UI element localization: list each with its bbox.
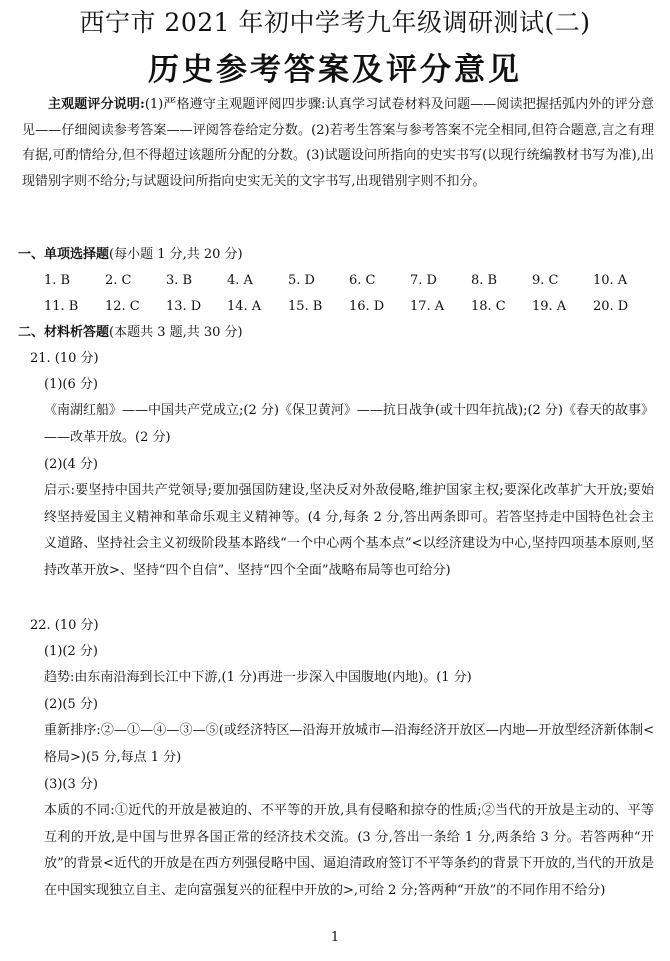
question-22-part-1-answer: 趋势:由东南沿海到长江中下游,(1 分)再进一步深入中国腹地(内地)。(1 分) xyxy=(44,670,472,685)
answer-item: 17. A xyxy=(410,299,445,314)
answer-item: 2. C xyxy=(105,273,132,288)
section-2-heading xyxy=(18,321,243,345)
answer-item: 6. C xyxy=(349,273,376,288)
question-22-part-3-label: (3)(3 分) xyxy=(44,777,98,792)
answer-item: 7. D xyxy=(410,273,437,288)
answer-item: 5. D xyxy=(288,273,315,288)
section-1-title: 一、单项选择题 xyxy=(18,247,110,262)
scoring-instructions xyxy=(22,92,654,194)
document-subtitle: 历史参考答案及评分意见 xyxy=(148,52,522,88)
section-1-heading xyxy=(18,243,243,267)
answer-item: 11. B xyxy=(44,299,79,314)
question-22-part-2-label: (2)(5 分) xyxy=(44,697,98,712)
question-21-part-1-answer: 《南湖红船》——中国共产党成立;(2 分)《保卫黄河》——抗日战争(或十四年抗战);(2 分)《春天的故事》——改革开放。(2 分) xyxy=(44,403,654,445)
page-number: 1 xyxy=(330,930,340,945)
answer-item: 3. B xyxy=(166,273,193,288)
question-22-part-2-answer: 重新排序:②—①—④—③—⑤(或经济特区—沿海开放城市—沿海经济开放区—内地—开放型经济新体制<格局>)(5 分,每点 1 分) xyxy=(44,723,654,765)
answer-item: 10. A xyxy=(593,273,628,288)
answer-item: 8. B xyxy=(471,273,498,288)
section-2-note: (本题共 3 题,共 30 分) xyxy=(109,325,243,340)
answer-item: 15. B xyxy=(288,299,323,314)
answer-item: 4. A xyxy=(227,273,253,288)
section-2-title: 二、材料析答题 xyxy=(18,325,110,340)
question-21-part-1-label: (1)(6 分) xyxy=(44,377,98,392)
scoring-instructions-label: 主观题评分说明: xyxy=(48,97,145,112)
question-21-part-2-label: (2)(4 分) xyxy=(44,457,98,472)
answer-item: 1. B xyxy=(44,273,71,288)
scoring-instructions-text: (1)严格遵守主观题评阅四步骤:认真学习试卷材料及问题——阅读把握括弧内外的评分意见——仔细阅读参考答案——评阅答卷给定分数。(2)若考生答案与参考答案不完全相同,但符合题意,言之有理有据,可酌情给分,但不得超过该题所分配的分数。(3)试题设问所指向的史实书写(以现行统编教材书写为准),出现错别字则不给分;与试题设问所指向史实无关的文字书写,出现错别字则不扣分。 xyxy=(22,97,654,189)
question-22-part-1-label: (1)(2 分) xyxy=(44,644,98,659)
answer-item: 12. C xyxy=(105,299,140,314)
answer-item: 20. D xyxy=(593,299,629,314)
answer-item: 19. A xyxy=(532,299,567,314)
section-1-note: (每小题 1 分,共 20 分) xyxy=(109,247,243,262)
question-21-part-2-answer: 启示:要坚持中国共产党领导;要加强国防建设,坚决反对外敌侵略,维护国家主权;要深化改革扩大开放;要始终坚持爱国主义精神和革命乐观主义精神等。(4 分,每条 2 分,答出两条即可。若答坚持走中国特色社会主义道路、坚持社会主义初级阶段基本路线“一个中心两个基本点”<以经济建设为中心,坚持四项基本原则,坚持改革开放>、坚持“四个自信”、坚持“四个全面”战略布局等也可给分) xyxy=(44,483,654,578)
question-21-title: 21. (10 分) xyxy=(30,351,99,366)
answer-item: 18. C xyxy=(471,299,506,314)
answer-item: 13. D xyxy=(166,299,202,314)
question-22-part-3-answer: 本质的不同:①近代的开放是被迫的、不平等的开放,具有侵略和掠夺的性质;②当代的开放是主动的、平等互利的开放,是中国与世界各国正常的经济技术交流。(3 分,答出一条给 1 分,两条给 3 分。若答两种“开放”的背景<近代的开放是在西方列强侵略中国、逼迫清政府签订不平等条约的背景下开放的,当代的开放是在中国实现独立自主、走向富强复兴的征程中开放的>,可给 2 分;答两种“开放”的不同作用不给分) xyxy=(44,803,654,898)
document-title: 西宁市 2021 年初中学考九年级调研测试(二) xyxy=(79,8,591,37)
question-22-title: 22. (10 分) xyxy=(30,618,99,633)
answer-item: 14. A xyxy=(227,299,262,314)
answer-item: 9. C xyxy=(532,273,559,288)
answer-item: 16. D xyxy=(349,299,385,314)
